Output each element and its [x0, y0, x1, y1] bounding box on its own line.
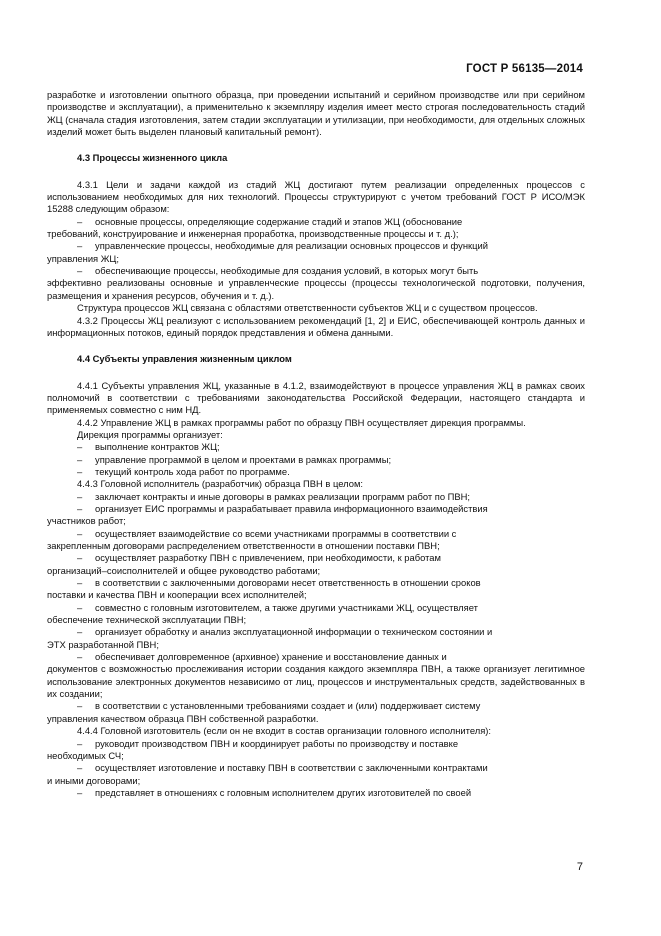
list-dash-marker: – — [77, 552, 83, 564]
list-item-continuation: обеспечение технической эксплуатации ПВН; — [47, 614, 247, 626]
list-dash-marker: – — [77, 626, 83, 638]
list-dash-marker: – — [77, 737, 83, 749]
list-item-continuation: организаций–соисполнителей и общее руководство работами; — [47, 564, 321, 576]
list-item-text: выполнение контрактов ЖЦ; — [95, 441, 220, 453]
list-item-text: обеспечивающие процессы, необходимые для создания условий, в которых могут быть — [95, 265, 479, 277]
standard-designation: ГОСТ Р 56135—2014 — [466, 63, 583, 75]
list-item-continuation: документов с возможностью прослеживания истории создания каждого экземпляра ПВН, а также организует легитимное использование электронных документов независимо от лиц, процессов и инструментальных средств, задействованных в их создании; — [47, 663, 585, 700]
list-item-text: заключает контракты и иные договоры в рамках реализации программ работ по ПВН; — [95, 490, 471, 502]
list-dash-marker: – — [77, 240, 83, 252]
list-item-text: организует ЕИС программы и разрабатывает правила информационного взаимодействия — [95, 502, 488, 514]
list-item-text: управление программой в целом и проектами в рамках программы; — [95, 453, 392, 465]
list-item — [47, 528, 585, 553]
list-item-text: в соответствии с заключенными договорами несет ответственность в отношении сроков — [95, 577, 481, 589]
paragraph: 4.4.1 Субъекты управления ЖЦ, указанные в 4.1.2, взаимодействуют в процессе управления ЖЦ в рамках своих полномочий в соответствии с требованиями законодательства Российской Федерации, настоящего стандарта и применяемых совместно с ним НД. — [47, 379, 585, 416]
list-item — [47, 602, 585, 627]
page-number: 7 — [576, 861, 583, 873]
list-item-text: текущий контроль хода работ по программе. — [95, 465, 290, 477]
continued-paragraph: разработке и изготовлении опытного образца, при проведении испытаний и серийном производстве или при серийном производстве и эксплуатации), а применительно к экземпляру изделия имеет место строгая последовательность стадий ЖЦ (сначала стадия изготовления, затем стадии эксплуатации и утилизации, при необходимости, для отдельных сложных изделий может быть выделен плановый капитальный ремонт). — [47, 89, 585, 138]
list-item-text: управленческие процессы, необходимые для реализации основных процессов и функций — [95, 240, 488, 252]
list-item-text: руководит производством ПВН и координирует работы по производству и поставке — [95, 737, 459, 749]
list-item — [47, 466, 585, 478]
paragraph: Структура процессов ЖЦ связана с областями ответственности субъектов ЖЦ и с существом процессов. — [77, 302, 538, 314]
list-item — [47, 503, 585, 528]
document-body — [47, 89, 585, 799]
list-dash-marker: – — [77, 215, 83, 227]
list-item-continuation: необходимых СЧ; — [47, 749, 124, 761]
list-item-text: совместно с головным изготовителем, а также другими участниками ЖЦ, осуществляет — [95, 601, 478, 613]
list-item-text: осуществляет изготовление и поставку ПВН в соответствии с заключенными контрактами — [95, 762, 488, 774]
list-item-text: обеспечивает долговременное (архивное) хранение и восстановление данных и — [95, 651, 447, 663]
spacer — [47, 138, 585, 152]
paragraph: 4.4.2 Управление ЖЦ в рамках программы работ по образцу ПВН осуществляет дирекция программы. — [77, 416, 526, 428]
list-dash-marker: – — [77, 490, 83, 502]
list-item — [47, 577, 585, 602]
list-dash-marker: – — [77, 441, 83, 453]
list-item-text: осуществляет разработку ПВН с привлечением, при необходимости, к работам — [95, 552, 441, 564]
list-item — [47, 626, 585, 651]
list-item — [47, 552, 585, 577]
list-item-text: представляет в отношениях с головным исполнителем других изготовителей по своей — [95, 786, 472, 798]
list-item-continuation: управления качеством образца ПВН собственной разработки. — [47, 712, 319, 724]
list-dash-marker: – — [77, 502, 83, 514]
list-dash-marker: – — [77, 786, 83, 798]
list-dash-marker: – — [77, 577, 83, 589]
paragraph: 4.4.3 Головной исполнитель (разработчик) образца ПВН в целом: — [77, 478, 363, 490]
list-item-continuation: закрепленным договорами распределением ответственности в отношении поставки ПВН; — [47, 540, 440, 551]
spacer — [47, 339, 585, 353]
list-item — [47, 787, 585, 799]
list-item-text: осуществляет взаимодействие со всеми участниками программы в соответствии с — [95, 527, 457, 539]
list-item-continuation: требований, конструирование и инженерная проработка, производственные процессы и т. д.); — [47, 228, 459, 240]
list-item-text: организует обработку и анализ эксплуатационной информации о техническом состоянии и — [95, 626, 493, 638]
list-item-continuation: управления ЖЦ; — [47, 252, 119, 264]
list-item — [47, 265, 585, 302]
list-item — [47, 454, 585, 466]
list-item — [47, 441, 585, 453]
list-item — [47, 738, 585, 763]
list-dash-marker: – — [77, 762, 83, 774]
list-dash-marker: – — [77, 265, 83, 277]
spacer — [47, 366, 585, 380]
list-item — [47, 700, 585, 725]
paragraph: 4.3.1 Цели и задачи каждой из стадий ЖЦ достигают путем реализации определенных процессов с использованием необходимых для них технологий. Процессы структурируют с учетом требований ГОСТ Р ИСО/МЭК 15288 следующим образом: — [47, 178, 585, 215]
list-item — [47, 762, 585, 787]
list-item-text: в соответствии с установленными требованиями создает и (или) поддерживает систему — [95, 700, 481, 712]
section-heading: 4.4 Субъекты управления жизненным циклом — [77, 353, 292, 365]
paragraph: 4.3.2 Процессы ЖЦ реализуют с использованием рекомендаций [1, 2] и ЕИС, обеспечивающей контроль данных и информационных потоков, единый порядок представления и обмена данными. — [47, 314, 585, 338]
list-item-continuation: эффективно реализованы основные и управленческие процессы (процессы технологической подготовки, получения, размещения и хранения ресурсов, обучения и т. д.). — [47, 277, 585, 301]
list-dash-marker: – — [77, 453, 83, 465]
list-dash-marker: – — [77, 651, 83, 663]
paragraph: Дирекция программы организует: — [77, 428, 223, 440]
list-dash-marker: – — [77, 527, 83, 539]
list-dash-marker: – — [77, 700, 83, 712]
list-item-text: основные процессы, определяющие содержание стадий и этапов ЖЦ (обоснование — [95, 215, 463, 227]
list-item — [47, 651, 585, 700]
list-item-continuation: и иными договорами; — [47, 774, 141, 786]
list-dash-marker: – — [77, 601, 83, 613]
paragraph: 4.4.4 Головной изготовитель (если он не входит в состав организации головного исполнителя): — [77, 725, 492, 737]
list-item — [47, 240, 585, 265]
list-item-continuation: поставки и качества ПВН и кооперации всех исполнителей; — [47, 589, 307, 601]
list-item — [47, 491, 585, 503]
list-item-continuation: ЭТХ разработанной ПВН; — [47, 638, 159, 650]
list-item-continuation: участников работ; — [47, 515, 126, 527]
list-item — [47, 216, 585, 241]
spacer — [47, 165, 585, 179]
section-heading: 4.3 Процессы жизненного цикла — [77, 152, 228, 164]
list-dash-marker: – — [77, 465, 83, 477]
